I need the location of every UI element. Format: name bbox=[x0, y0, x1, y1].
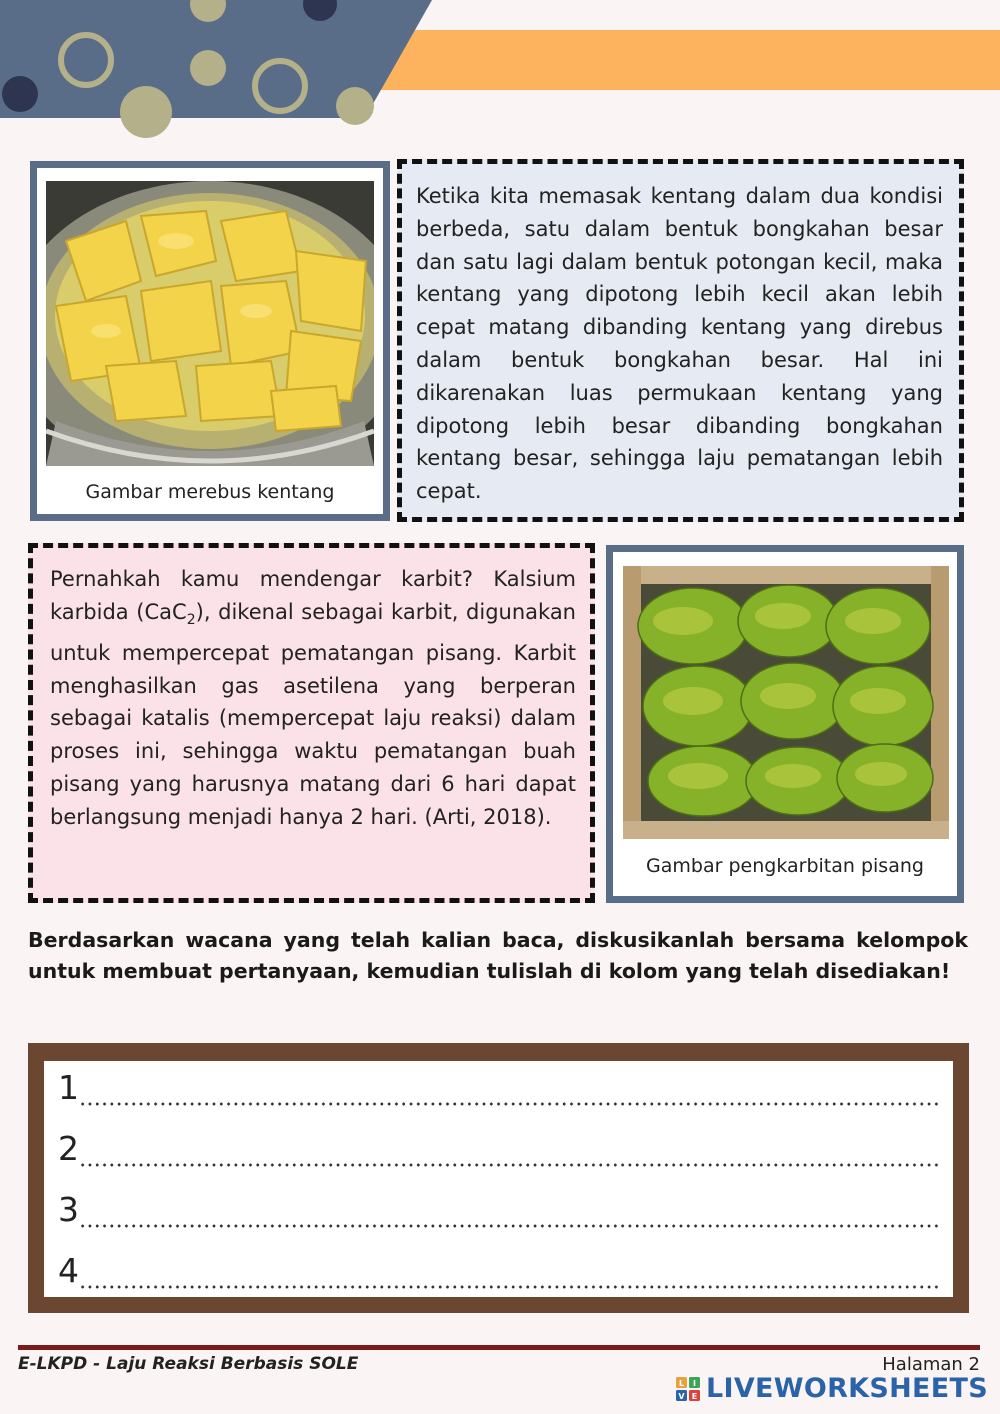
banana-photo bbox=[623, 566, 949, 839]
badge-letter: V bbox=[678, 1391, 685, 1401]
potato-photo bbox=[46, 181, 374, 466]
answer-input-1[interactable] bbox=[79, 1065, 941, 1109]
circle-dot-icon bbox=[120, 86, 172, 138]
answer-number: 3 bbox=[58, 1189, 79, 1229]
answer-row-1 bbox=[58, 1065, 941, 1126]
answer-number: 4 bbox=[58, 1250, 79, 1290]
banana-photo-card bbox=[606, 545, 964, 903]
subscript-2: 2 bbox=[186, 611, 196, 628]
potato-paragraph: Ketika kita memasak kentang dalam dua kondisi berbeda, satu dalam bentuk bongkahan besar dan satu lagi dalam bentuk potongan kecil, maka kentang yang dipotong lebih kecil akan lebih cepat matang dibanding kentang yang direbus dalam bentuk bongkahan besar. Hal ini dikarenakan luas permukaan kentang yang dipotong lebih besar dibanding bongkahan kentang besar, sehingga laju pematangan lebih cepat. bbox=[416, 184, 943, 504]
footer-title: E-LKPD - Laju Reaksi Berbasis SOLE bbox=[18, 1354, 359, 1374]
liveworksheets-badge-icon bbox=[676, 1377, 700, 1401]
banana-text-box bbox=[28, 543, 595, 903]
answer-input-4[interactable] bbox=[79, 1248, 941, 1292]
answer-row-2 bbox=[58, 1126, 941, 1187]
answer-row-4 bbox=[58, 1248, 941, 1309]
answer-number: 1 bbox=[58, 1067, 79, 1107]
liveworksheets-logo bbox=[676, 1373, 988, 1404]
banana-crate-image bbox=[623, 566, 949, 839]
answer-area bbox=[44, 1061, 953, 1297]
answer-input-2[interactable] bbox=[79, 1126, 941, 1170]
potato-text-box bbox=[397, 159, 964, 522]
page-number: Halaman 2 bbox=[882, 1354, 980, 1375]
boiling-potatoes-image bbox=[46, 181, 374, 466]
circle-dot-icon bbox=[190, 50, 226, 86]
badge-letter: E bbox=[691, 1391, 698, 1401]
potato-photo-card bbox=[30, 161, 390, 521]
answer-row-3 bbox=[58, 1187, 941, 1248]
question-instruction: Berdasarkan wacana yang telah kalian baca, diskusikanlah bersama kelompok untuk membuat pertanyaan, kemudian tulislah di kolom yang telah disediakan! bbox=[28, 928, 968, 983]
footer-divider bbox=[18, 1345, 980, 1350]
liveworksheets-wordmark: LIVEWORKSHEETS bbox=[705, 1373, 988, 1404]
answer-frame bbox=[28, 1043, 969, 1313]
circle-dot-icon bbox=[2, 76, 38, 112]
orange-banner bbox=[380, 30, 1000, 90]
circle-dot-icon bbox=[336, 87, 374, 125]
answer-input-3[interactable] bbox=[79, 1187, 941, 1231]
banana-caption: Gambar pengkarbitan pisang bbox=[646, 855, 924, 877]
badge-letter: L bbox=[678, 1378, 685, 1388]
header-decoration bbox=[0, 0, 1000, 140]
badge-letter: I bbox=[692, 1378, 696, 1388]
potato-caption: Gambar merebus kentang bbox=[85, 481, 335, 503]
banana-paragraph: Pernahkah kamu mendengar karbit? Kalsium karbida (CaC$_2$), dikenal sebagai karbit, digunakan untuk mempercepat pematangan pisang. Karbit menghasilkan gas asetilena yang berperan sebagai katalis (mempercepat laju reaksi) dalam proses ini, sehingga waktu pematangan buah pisang yang harusnya matang dari 6 hari dapat berlangsung menjadi hanya 2 hari. (Arti, 2018). bbox=[50, 567, 576, 829]
answer-number: 2 bbox=[58, 1128, 79, 1168]
